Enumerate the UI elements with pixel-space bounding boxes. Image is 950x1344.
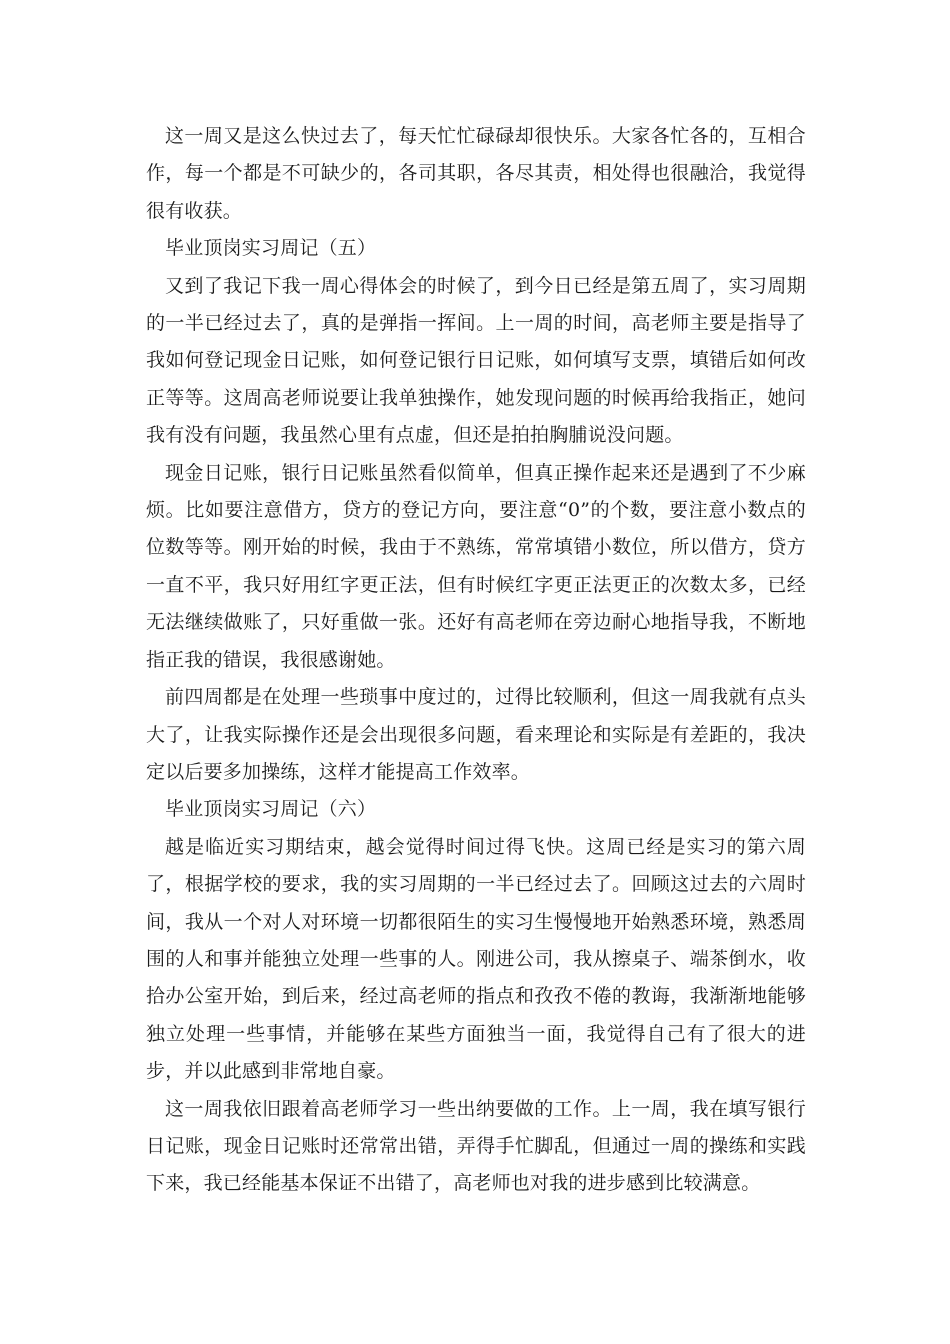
paragraph-week6-intro: 越是临近实习期结束，越会觉得时间过得飞快。这周已经是实习的第六周了，根据学校的要求，我的实习周期的一半已经过去了。回顾这过去的六周时间，我从一个对人对环境一切都很陌生的实习生慢慢地开始熟悉环境，熟悉周围的人和事并能独立处理一些事的人。刚进公司，我从擦桌子、端茶倒水，收拾办公室开始，到后来，经过高老师的指点和孜孜不倦的教诲，我渐渐地能够独立处理一些事情，并能够在某些方面独当一面，我觉得自己有了很大的进步，并以此感到非常地自豪。	[146, 835, 806, 1083]
heading-week5: 毕业顶岗实习周记（五）	[165, 237, 377, 260]
paragraph-week5-intro: 又到了我记下我一周心得体会的时候了，到今日已经是第五周了，实习周期的一半已经过去了，真的是弹指一挥间。上一周的时间，高老师主要是指导了我如何登记现金日记账，如何登记银行日记账，如何填写支票，填错后如何改正等等。这周高老师说要让我单独操作，她发现问题的时候再给我指正，她问我有没有问题，我虽然心里有点虚，但还是拍拍胸脯说没问题。	[146, 274, 806, 447]
document-body	[146, 118, 806, 1203]
paragraph-week5-reflection: 前四周都是在处理一些琐事中度过的，过得比较顺利，但这一周我就有点头大了，让我实际操作还是会出现很多问题，看来理论和实际是有差距的，我决定以后要多加操练，这样才能提高工作效率。	[146, 686, 806, 783]
paragraph-week5-ledger: 现金日记账，银行日记账虽然看似简单，但真正操作起来还是遇到了不少麻烦。比如要注意借方，贷方的登记方向，要注意“0”的个数，要注意小数点的位数等等。刚开始的时候，我由于不熟练，常常填错小数位，所以借方，贷方一直不平，我只好用红字更正法，但有时候红字更正法更正的次数太多，已经无法继续做账了，只好重做一张。还好有高老师在旁边耐心地指导我，不断地指正我的错误，我很感谢她。	[146, 461, 806, 671]
paragraph-week4-summary: 这一周又是这么快过去了，每天忙忙碌碌却很快乐。大家各忙各的，互相合作，每一个都是不可缺少的，各司其职，各尽其责，相处得也很融洽，我觉得很有收获。	[146, 125, 806, 222]
heading-week6: 毕业顶岗实习周记（六）	[165, 798, 377, 821]
paragraph-week6-work: 这一周我依旧跟着高老师学习一些出纳要做的工作。上一周，我在填写银行日记账，现金日记账时还常常出错，弄得手忙脚乱，但通过一周的操练和实践下来，我已经能基本保证不出错了，高老师也对我的进步感到比较满意。	[146, 1097, 806, 1195]
